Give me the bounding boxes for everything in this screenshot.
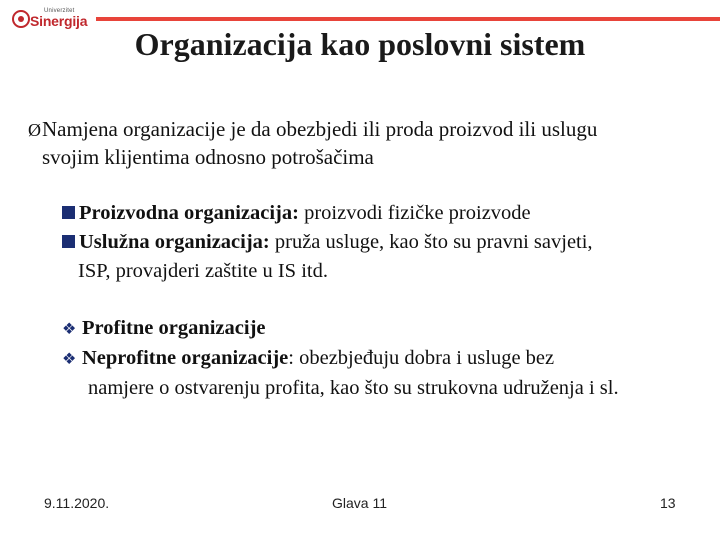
- footer-chapter: Glava 11: [332, 495, 387, 511]
- diamond-bullet-icon: ❖: [62, 321, 77, 338]
- square-bullet-icon: [62, 235, 75, 248]
- list-item: [62, 199, 712, 228]
- logo-univ-text: Univerzitet: [44, 8, 75, 14]
- item-text: proizvodi fizičke proizvode: [298, 202, 531, 224]
- list-item: [62, 344, 712, 403]
- diamond-bullet-icon: ❖: [62, 351, 77, 368]
- item-text: : obezbjeđuju dobra i usluge bez: [288, 347, 555, 369]
- intro-line-2: svojim klijentima odnosno potrošačima: [42, 145, 374, 169]
- square-bullet-icon: [62, 206, 75, 219]
- item-continuation: ISP, provajderi zaštite u IS itd.: [78, 260, 328, 282]
- slide-title: Organizacija kao poslovni sistem: [134, 26, 586, 62]
- top-accent-bar: [96, 17, 720, 21]
- footer-page-number: 13: [660, 495, 676, 511]
- list-item: [62, 228, 712, 286]
- list-item: [62, 314, 712, 344]
- logo-brand-text: Sinergija: [30, 13, 88, 29]
- item-bold: Uslužna organizacija:: [79, 231, 270, 253]
- item-bold: Profitne organizacije: [82, 317, 266, 339]
- item-bold: Proizvodna organizacija:: [79, 202, 299, 224]
- intro-line-1: Namjena organizacije je da obezbjedi ili proda proizvod ili uslugu: [42, 117, 598, 141]
- item-bold: Neprofitne organizacije: [82, 347, 289, 369]
- item-continuation: namjere o ostvarenju profita, kao što su strukovna udruženja i sl.: [88, 377, 619, 399]
- intro-paragraph: [28, 116, 708, 171]
- footer-date: 9.11.2020.: [44, 495, 110, 511]
- profit-types-list: [62, 314, 712, 403]
- item-text: pruža usluge, kao što su pravni savjeti,: [269, 231, 593, 253]
- arrow-bullet-icon: Ø: [28, 120, 41, 140]
- organization-types-list: [62, 199, 712, 286]
